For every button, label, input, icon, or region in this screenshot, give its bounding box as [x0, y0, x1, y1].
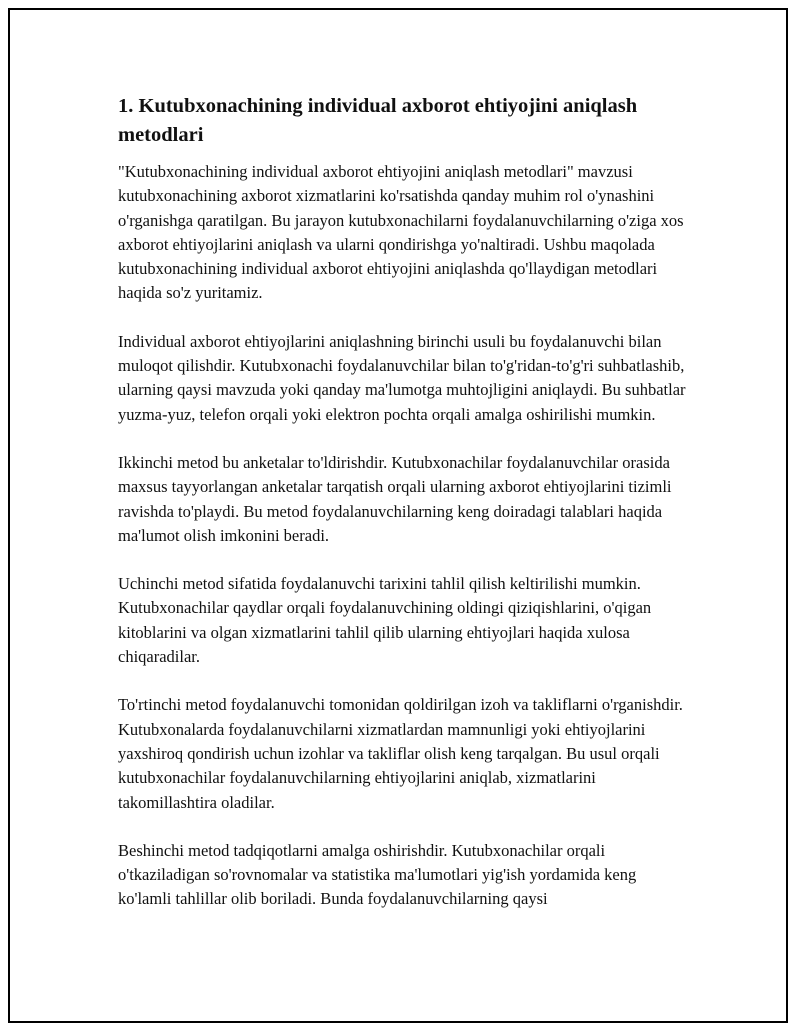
document-body [118, 92, 686, 936]
document-title: 1. Kutubxonachining individual axborot ehtiyojini aniqlash metodlari [118, 95, 638, 146]
paragraph-method-4: To'rtinchi metod foydalanuvchi tomonidan qoldirilgan izoh va takliflarni o'rganishdir. Kutubxonalarda foydalanuvchilarni xizmatlardan mamnunligi yoki ehtiyojlarini yaxshiroq qondirish uchun izohlar va takliflar olish keng tarqalgan. Bu usul orqali kutubxonachilar foydalanuvchilarning ehtiyojlarini aniqlab, xizmatlarini takomillashtira oladilar. [118, 695, 683, 812]
paragraph-method-3: Uchinchi metod sifatida foydalanuvchi tarixini tahlil qilish keltirilishi mumkin. Kutubxonachilar qaydlar orqali foydalanuvchining oldingi qiziqishlarini, o'qigan kitoblarini va olgan xizmatlarini tahlil qilib ularning ehtiyojlari haqida xulosa chiqaradilar. [118, 574, 652, 667]
paragraph-method-1: Individual axborot ehtiyojlarini aniqlashning birinchi usuli bu foydalanuvchi bilan muloqot qilishdir. Kutubxonachi foydalanuvchilar bilan to'g'ridan-to'g'ri suhbatlashib, ularning qaysi mavzuda yoki qanday ma'lumotga muhtojligini aniqlaydi. Bu suhbatlar yuzma-yuz, telefon orqali yoki elektron pochta orqali amalga oshirilishi mumkin. [118, 331, 686, 424]
paragraph-intro: "Kutubxonachining individual axborot ehtiyojini aniqlash metodlari" mavzusi kutubxonachining axborot xizmatlarini ko'rsatishda qanday muhim rol o'ynashini o'rganishga qaratilgan. Bu jarayon kutubxonachilarni foydalanuvchilarning o'ziga xos axborot ehtiyojlarini aniqlash va ularni qondirishga yo'naltiradi. Ushbu maqolada kutubxonachining individual axborot ehtiyojini aniqlashda qo'llaydigan metodlari haqida so'z yuritamiz. [118, 162, 684, 303]
paragraph-method-5: Beshinchi metod tadqiqotlarni amalga oshirishdir. Kutubxonachilar orqali o'tkaziladigan so'rovnomalar va statistika ma'lumotlari yig'ish yordamida keng ko'lamli tahlillar olib boriladi. Bunda foydalanuvchilarning qaysi [118, 840, 637, 909]
paragraph-method-2: Ikkinchi metod bu anketalar to'ldirishdir. Kutubxonachilar foydalanuvchilar orasida maxsus tayyorlangan anketalar tarqatish orqali ularning axborot ehtiyojlarini tizimli ravishda to'playdi. Bu metod foydalanuvchilarning keng doiradagi talablari haqida ma'lumot olish imkonini beradi. [118, 452, 672, 545]
